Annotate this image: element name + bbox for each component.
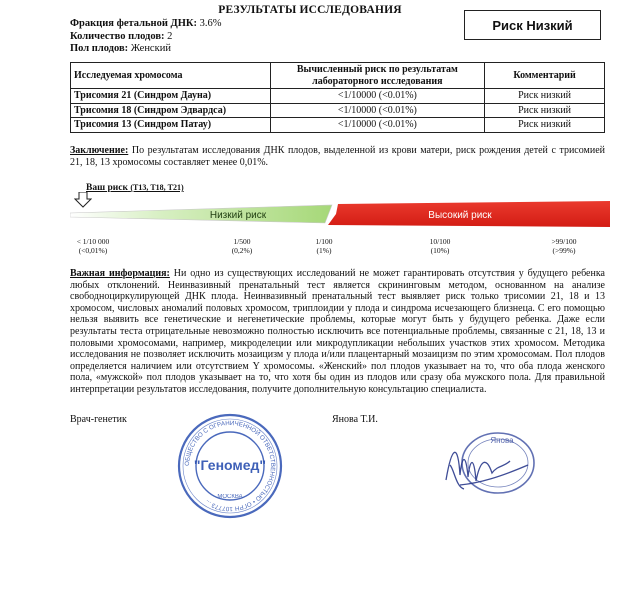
risk-scale-title: [86, 183, 184, 193]
scale-tick-value: 1/500: [233, 237, 251, 246]
scale-tick: [410, 237, 470, 255]
low-risk-segment: [70, 205, 332, 223]
clinic-stamp: [176, 412, 284, 520]
table-header-row: [71, 63, 605, 89]
risk-scale-bar: [70, 197, 610, 231]
scale-tick-value: >99/100: [551, 237, 577, 246]
important-info-label: Важная информация:: [70, 268, 170, 279]
doctor-signature-stamp: [440, 425, 540, 505]
scale-tick-value: 1/100: [315, 237, 333, 246]
row-risk: <1/10000 (<0.01%): [270, 89, 485, 104]
signature-stamp-text: Янова: [490, 436, 514, 445]
risk-scale-title-text: Ваш риск: [86, 183, 128, 193]
table-row: [71, 118, 605, 133]
header-risk: Вычисленный риск по результатам лабораторного исследования: [270, 63, 485, 89]
table-row: [71, 103, 605, 118]
meta-value: Женский: [130, 43, 171, 54]
stamp-ring-text: ОБЩЕСТВО С ОГРАНИЧЕННОЙ ОТВЕТСТВЕННОСТЬЮ • ОГРН 107773 ...: [183, 419, 277, 513]
meta-label: Фракция фетальной ДНК:: [70, 18, 198, 29]
row-comment: Риск низкий: [485, 89, 605, 104]
stamp-city-text: МОСКВА: [217, 494, 243, 500]
row-risk: <1/10000 (<0.01%): [270, 118, 485, 133]
scale-tick-value: < 1/10 000: [76, 237, 110, 246]
scale-tick: [63, 237, 123, 255]
scale-tick-percent: (>99%): [552, 246, 576, 255]
row-risk: <1/10000 (<0.01%): [270, 103, 485, 118]
scale-tick-value: 10/100: [429, 237, 451, 246]
scale-tick: [294, 237, 354, 255]
meta-label: Пол плодов:: [70, 43, 129, 54]
results-table: [70, 62, 605, 133]
risk-badge-label: Риск Низкий: [492, 17, 573, 33]
meta-fetus-sex: [70, 43, 222, 56]
risk-scale-ticks: [70, 237, 610, 261]
scale-tick-percent: (1%): [316, 246, 332, 255]
important-info-text: Ни одно из существующих исследований не может гарантировать отсутствия у будущего ребенка любых отклонений. Неинвазивный пренатальный тест является скрининговым методом, основанном на анализе свободноциркулирующей ДНК плода. Неинвазивный пренатальный тест выявляет риск только трисомии 21, 18 и 13 хромосом, числовых аномалий половых хромосом, триплоидии у плода и синдрома исчезающего близнеца. С его помощью нельзя выявить все генетические и негенетические проблемы, которые могут быть у будущего ребенка. Даже если результаты теста отрицательные невозможно полностью исключить все потенциальные проблемы, связанные с 21, 18, 13 и половыми хромосомами, например, микроделеции или микродупликации небольших участков этих хромосом. Методика исследования не позволяет исключить мозаицизм у плода и/или плацентарный мозаицизм по этим хромосомам. Пол плодов определяется наличием или отсутствием Y хромосомы. «Женский» пол плодов указывает на то, что оба плода женского пола, «мужской» пол плодов указывает на то, что хотя бы один из плодов или сразу оба мужского пола. Для правильной интерпретации результатов исследования, получите дополнительную консультацию специалиста.: [70, 268, 605, 395]
meta-fetus-count: [70, 31, 222, 44]
important-info: [70, 268, 605, 396]
stamp-center-text: "Геномед": [193, 457, 267, 473]
report-title: РЕЗУЛЬТАТЫ ИССЛЕДОВАНИЯ: [218, 4, 402, 16]
scale-tick: [534, 237, 594, 255]
conclusion-label: Заключение:: [70, 145, 129, 156]
table-row: [71, 89, 605, 104]
risk-badge: [464, 10, 601, 40]
scale-tick-percent: (<0,01%): [78, 246, 108, 255]
header-comment: Комментарий: [485, 63, 605, 89]
header-chromosome: Исследуемая хромосома: [71, 63, 271, 89]
meta-info: [70, 18, 222, 56]
row-comment: Риск низкий: [485, 103, 605, 118]
meta-fetal-fraction: [70, 18, 222, 31]
conclusion-text: По результатам исследования ДНК плодов, выделенной из крови матери, риск рождения детей с трисомией 21, 18, 13 хромосомы составляет менее 0,01%.: [70, 145, 606, 168]
meta-label: Количество плодов:: [70, 30, 165, 42]
row-chromosome: Трисомия 21 (Синдром Дауна): [71, 89, 271, 104]
risk-scale-title-suffix: (Т13, Т18, Т21): [130, 183, 184, 192]
conclusion: [70, 145, 605, 169]
signature-role: Врач-генетик: [70, 414, 127, 425]
signature-name: Янова Т.И.: [332, 414, 378, 425]
scale-tick: [212, 237, 272, 255]
row-chromosome: Трисомия 13 (Синдром Патау): [71, 118, 271, 133]
scale-tick-percent: (0,2%): [231, 246, 253, 255]
row-chromosome: Трисомия 18 (Синдром Эдвардса): [71, 103, 271, 118]
meta-value: 2: [167, 30, 173, 42]
low-risk-label: Низкий риск: [209, 210, 267, 221]
row-comment: Риск низкий: [485, 118, 605, 133]
meta-value: 3.6%: [199, 18, 222, 29]
high-risk-label: Высокий риск: [428, 210, 492, 221]
scale-tick-percent: (10%): [430, 246, 450, 255]
